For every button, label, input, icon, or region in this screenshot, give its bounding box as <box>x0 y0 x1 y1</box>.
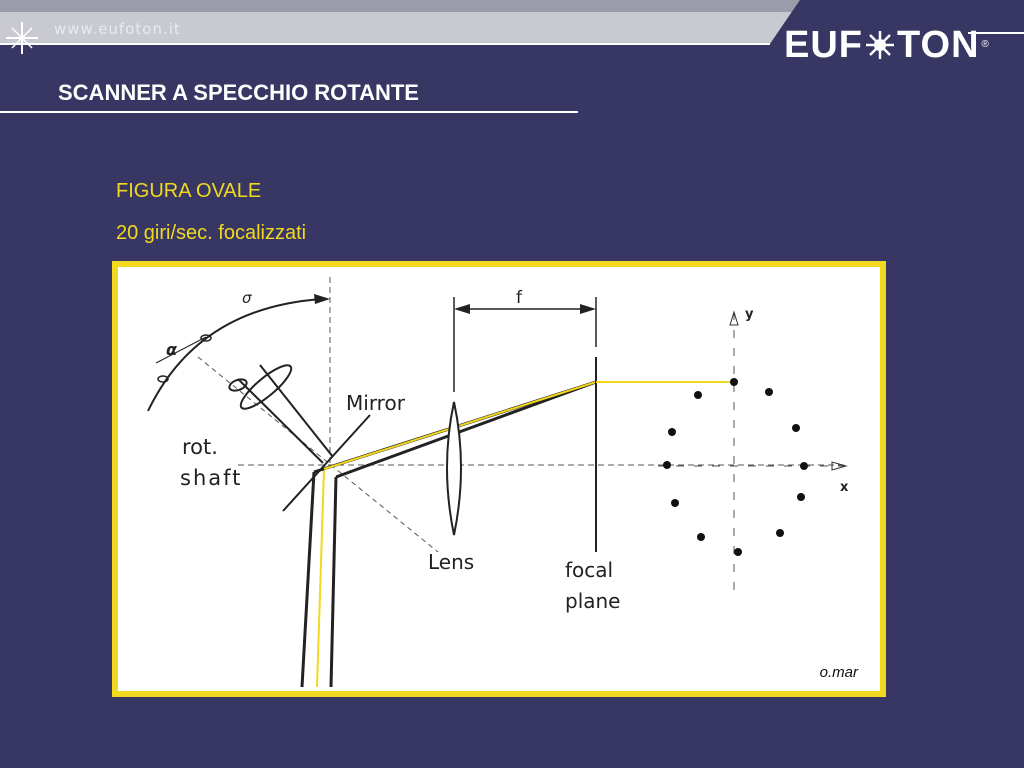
scan-dot <box>776 529 784 537</box>
scan-dot <box>694 391 702 399</box>
label-rot: rot. <box>182 435 218 459</box>
label-focal: focal <box>565 558 614 582</box>
label-lens: Lens <box>428 550 475 574</box>
shaft-end <box>228 377 248 393</box>
label-mirror: Mirror <box>346 391 405 415</box>
registered-mark: ® <box>981 39 990 50</box>
diagonal-axis <box>198 357 438 552</box>
scan-dot <box>800 462 808 470</box>
scan-dot <box>697 533 705 541</box>
scan-dot <box>734 548 742 556</box>
website-url: www.eufoton.it <box>54 20 181 38</box>
subtitle-figure-name: FIGURA OVALE <box>116 180 262 202</box>
label-sigma: σ <box>242 289 252 307</box>
logo-text-left: EUF <box>784 24 863 66</box>
page-title: SCANNER A SPECCHIO ROTANTE <box>58 80 419 105</box>
lens-shape <box>447 402 461 535</box>
sun-icon <box>865 30 895 60</box>
scan-dot <box>668 428 676 436</box>
label-plane: plane <box>565 589 621 613</box>
scan-dot <box>671 499 679 507</box>
title-underline <box>0 111 578 113</box>
subtitle-speed: 20 giri/sec. focalizzati <box>116 222 307 244</box>
mirror-line <box>283 415 370 511</box>
sigma-arrowhead <box>314 294 330 304</box>
diagram-frame <box>112 261 886 697</box>
label-f: f <box>516 288 522 308</box>
eufoton-logo <box>784 26 990 64</box>
scan-dot <box>663 461 671 469</box>
label-y: y <box>745 307 754 322</box>
scan-dot <box>765 388 773 396</box>
f-arrowhead <box>454 304 470 314</box>
beam-edge <box>331 477 336 687</box>
scanner-diagram <box>118 267 880 691</box>
alpha-tick <box>156 337 206 363</box>
oval-dot-pattern <box>663 378 808 556</box>
label-shaft: shaft <box>180 466 243 490</box>
f-arrowhead <box>580 304 596 314</box>
label-x: x <box>840 480 849 495</box>
laser-ray <box>317 469 324 687</box>
label-alpha: α <box>166 340 177 359</box>
scan-dot <box>730 378 738 386</box>
scan-dot <box>797 493 805 501</box>
beam-edge <box>302 472 314 687</box>
author-credit: o.mar <box>819 664 858 681</box>
logo-text-right: TON <box>897 24 980 66</box>
scan-dot <box>792 424 800 432</box>
